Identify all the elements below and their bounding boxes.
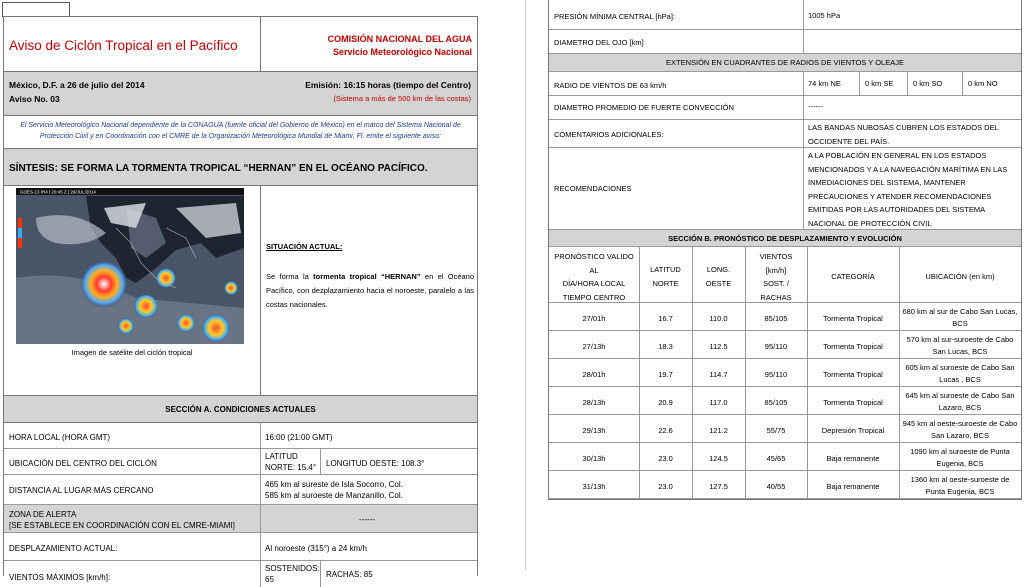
intro-line: Protección Civil y en Coordinación con el CMRE de la Organización Meteorológica Mundial de Miami, Fl. emite el siguiente aviso: bbox=[39, 133, 442, 140]
row-recommendations bbox=[549, 148, 1021, 230]
forecast-row bbox=[549, 415, 1021, 443]
header-winds bbox=[745, 250, 807, 304]
location-line: 1360 km al oeste-suroeste de bbox=[910, 475, 1010, 484]
recommendation-line: EMITIDAS POR LAS AUTORIDADES DEL SISTEMA bbox=[808, 205, 986, 214]
forecast-cell-winds: 85/105 bbox=[764, 398, 788, 407]
storm-name: tormenta tropical “HERNAN” bbox=[313, 272, 421, 281]
satellite-caption: Imagen de satélite del ciclón tropical bbox=[71, 348, 193, 357]
location-line: 570 km al sur-suroeste de Cabo bbox=[906, 335, 1014, 344]
forecast-row bbox=[549, 359, 1021, 387]
latitude-cell bbox=[265, 451, 316, 473]
row-min-pressure bbox=[549, 0, 1021, 30]
intro-text bbox=[4, 116, 477, 149]
location-line: BCS bbox=[952, 319, 968, 328]
location-line: Lucas , BCS bbox=[939, 375, 981, 384]
advisory-number: Aviso No. 03 bbox=[9, 94, 60, 104]
convection-value: ------ bbox=[808, 102, 823, 111]
movement-value: Al noroeste (315°) a 24 km/h bbox=[265, 544, 367, 553]
recommendation-line: NACIONAL DE PROTECCIÓN CIVIL bbox=[808, 218, 932, 228]
forecast-cell-winds: 85/105 bbox=[764, 314, 788, 323]
sustained-label: SOSTENIDOS: bbox=[265, 564, 320, 573]
page-2 bbox=[548, 0, 1022, 500]
recommendations-value bbox=[808, 149, 1007, 230]
min-pressure-label: PRESIÓN MÍNIMA CENTRAL [hPa]: bbox=[554, 12, 675, 21]
forecast-cell-winds: 95/110 bbox=[764, 370, 788, 379]
header-line: NORTE bbox=[652, 278, 679, 288]
quadrant-so: 0 km SO bbox=[913, 79, 943, 88]
forecast-cell-time: 27/13h bbox=[582, 342, 606, 351]
organization bbox=[328, 33, 472, 59]
sustained-cell bbox=[265, 563, 320, 585]
quadrant-no: 0 km NO bbox=[968, 79, 998, 88]
recommendation-line: A LA POBLACIÓN EN GENERAL EN LOS ESTADOS bbox=[808, 151, 987, 160]
synthesis: SÍNTESIS: SE FORMA LA TORMENTA TROPICAL “HERNAN” EN EL OCÉANO PACÍFICO. bbox=[4, 149, 477, 186]
row-distance bbox=[4, 475, 477, 505]
page-gap-divider bbox=[525, 0, 526, 570]
header-line: PRONÓSTICO VALIDO bbox=[554, 252, 634, 261]
header-line: RACHAS bbox=[760, 292, 792, 302]
location-line: 645 km al suroeste de Cabo San bbox=[905, 391, 1015, 400]
alert-value: ------ bbox=[359, 515, 375, 524]
header-line: SOST. / bbox=[763, 279, 789, 288]
row-max-winds bbox=[4, 561, 477, 587]
forecast-cell-winds: 40/55 bbox=[766, 482, 786, 491]
row-wind-radius bbox=[549, 72, 1021, 96]
recommendation-line: PRECAUCIONES Y ATENDER RECOMENDACIONES bbox=[808, 191, 992, 201]
page-1 bbox=[3, 16, 478, 584]
row-eye-diameter bbox=[549, 30, 1021, 54]
intro-line: El Servicio Meteorológico Nacional dependiente de la CONAGUA (fuente oficial del Gobierno de México) en el marco del Sistema Nacional de bbox=[20, 122, 461, 129]
location-line: 1090 km al suroeste de Punta bbox=[910, 447, 1010, 456]
forecast-cell-cat: Tormenta Tropical bbox=[823, 314, 883, 323]
min-pressure-value: 1005 hPa bbox=[808, 11, 841, 20]
extension-header: EXTENSIÓN EN CUADRANTES DE RADIOS DE VIENTOS Y OLEAJE bbox=[549, 54, 1021, 72]
sustained-value: 65 bbox=[265, 575, 274, 584]
winds-label: VIENTOS MÁXIMOS [km/h]: bbox=[9, 573, 111, 582]
satellite-banner-text: GOES-13 IR4 | 20:45 Z | 26/JUL/2014 bbox=[20, 189, 96, 195]
row-center-location bbox=[4, 449, 477, 475]
forecast-cell-lat: 18.3 bbox=[658, 342, 673, 351]
forecast-row bbox=[549, 387, 1021, 415]
section-a-header: SECCIÓN A. CONDICIONES ACTUALES bbox=[4, 396, 477, 423]
distance-values bbox=[265, 479, 403, 501]
header-lat bbox=[639, 263, 692, 290]
situation-text bbox=[266, 270, 474, 312]
forecast-cell-location bbox=[899, 334, 1021, 358]
forecast-cell-lat: 20.9 bbox=[658, 398, 673, 407]
forecast-row bbox=[549, 331, 1021, 359]
forecast-cell-lon: 112.5 bbox=[709, 342, 728, 351]
forecast-cell-winds: 45/65 bbox=[766, 454, 786, 463]
recommendation-line: INMEDIACIONES DEL SISTEMA, MANTENER bbox=[808, 178, 966, 187]
forecast-cell-lon: 117.0 bbox=[709, 398, 728, 407]
header-line: AL bbox=[589, 265, 599, 275]
alert-label bbox=[9, 509, 235, 531]
center-label: UBICACIÓN DEL CENTRO DEL CICLÓN bbox=[9, 459, 157, 468]
document-tab[interactable] bbox=[2, 2, 70, 17]
forecast-row bbox=[549, 303, 1021, 331]
header-line: LATITUD bbox=[650, 265, 681, 274]
comments-line: OCCIDENTE DEL PAÍS. bbox=[808, 136, 890, 146]
header-line: VIENTOS bbox=[759, 252, 793, 261]
forecast-cell-lon: 121.2 bbox=[709, 426, 728, 435]
forecast-cell-lat: 19.7 bbox=[658, 370, 673, 379]
header-location: UBICACIÓN (en km) bbox=[925, 272, 995, 281]
comments-line: LAS BANDAS NUBOSAS CUBREN LOS ESTADOS DEL bbox=[808, 123, 999, 132]
distance-value: 585 km al suroeste de Manzanillo, Col. bbox=[265, 491, 403, 500]
forecast-cell-location bbox=[899, 418, 1021, 442]
forecast-cell-lon: 114.7 bbox=[709, 370, 728, 379]
forecast-row bbox=[549, 471, 1021, 499]
satellite-section bbox=[4, 186, 477, 396]
org-service: Servicio Meteorológico Nacional bbox=[332, 47, 472, 57]
forecast-cell-winds: 95/110 bbox=[764, 342, 788, 351]
situation-title: SITUACIÓN ACTUAL: bbox=[266, 242, 343, 251]
eye-label: DIAMETRO DEL OJO [km] bbox=[554, 38, 644, 47]
row-local-time bbox=[4, 423, 477, 449]
forecast-cell-lon: 110.0 bbox=[709, 314, 728, 323]
header-lon bbox=[692, 263, 745, 290]
header-line: DÍA/HORA LOCAL bbox=[562, 279, 626, 288]
satellite-image bbox=[16, 188, 244, 344]
row-movement bbox=[4, 533, 477, 561]
location-line: 680 km al sur de Cabo San Lucas, bbox=[902, 307, 1018, 316]
advisory-title: Aviso de Ciclón Tropical en el Pacífico bbox=[9, 38, 238, 53]
forecast-cell-lon: 127.5 bbox=[709, 482, 728, 491]
location-line: 945 km al oeste-suroeste de Cabo bbox=[902, 419, 1018, 428]
forecast-cell-time: 27/01h bbox=[582, 314, 606, 323]
advisory-header bbox=[4, 17, 477, 72]
forecast-cell-winds: 55/75 bbox=[766, 426, 786, 435]
recommendations-label: RECOMENDACIONES bbox=[554, 184, 632, 193]
forecast-cell-cat: Depresión Tropical bbox=[821, 426, 885, 435]
advisory-meta bbox=[4, 72, 477, 116]
row-alert-zone bbox=[4, 505, 477, 533]
forecast-cell-location bbox=[899, 446, 1021, 470]
forecast-cell-lat: 23.0 bbox=[658, 482, 673, 491]
header-line: LONG. bbox=[706, 265, 731, 274]
forecast-cell-cat: Tormenta Tropical bbox=[823, 398, 883, 407]
forecast-cell-cat: Tormenta Tropical bbox=[823, 370, 883, 379]
recommendation-line: MENCIONADOS Y A LA NAVEGACIÓN MARÍTIMA EN LAS bbox=[808, 164, 1008, 174]
movement-label: DESPLAZAMIENTO ACTUAL: bbox=[9, 544, 118, 553]
section-b-header: SECCIÓN B. PRONÓSTICO DE DESPLAZAMIENTO Y EVOLUCIÓN bbox=[549, 230, 1021, 247]
forecast-cell-time: 30/13h bbox=[582, 454, 606, 463]
forecast-cell-location bbox=[899, 362, 1021, 386]
forecast-cell-lat: 16.7 bbox=[658, 314, 673, 323]
location-line: San Lucas, BCS bbox=[932, 347, 988, 356]
wind-radius-label: RADIO DE VIENTOS DE 63 km/h bbox=[554, 81, 667, 90]
distance-value: 465 km al sureste de Isla Socorro, Col. bbox=[265, 480, 403, 489]
emission-time: Emisión: 16:15 horas (tiempo del Centro) bbox=[305, 80, 471, 90]
forecast-cell-cat: Baja remanente bbox=[826, 482, 880, 491]
latitude-label: LATITUD bbox=[265, 452, 298, 461]
comments-label: COMENTARIOS ADICIONALES: bbox=[554, 130, 664, 139]
issue-date: México, D.F. a 26 de julio del 2014 bbox=[9, 80, 145, 90]
quadrant-se: 0 km SE bbox=[865, 79, 894, 88]
header-category: CATEGORÍA bbox=[831, 272, 875, 281]
forecast-cell-cat: Baja remanente bbox=[826, 454, 880, 463]
alert-label-line: ZONA DE ALERTA bbox=[9, 510, 77, 519]
header-line: OESTE bbox=[705, 278, 732, 288]
header-line: TIEMPO CENTRO bbox=[562, 292, 626, 302]
forecast-cell-lat: 23.0 bbox=[658, 454, 673, 463]
forecast-cell-time: 28/01h bbox=[582, 370, 606, 379]
forecast-cell-location bbox=[899, 474, 1021, 498]
situation-pre: Se forma la bbox=[266, 272, 314, 281]
forecast-header bbox=[549, 247, 1021, 303]
row-comments bbox=[549, 120, 1021, 148]
row-convection bbox=[549, 96, 1021, 120]
comments-value bbox=[808, 121, 999, 148]
convection-label: DIAMETRO PROMEDIO DE FUERTE CONVECCIÓN bbox=[554, 103, 734, 112]
location-line: Punta Eugenia, BCS bbox=[925, 487, 995, 496]
forecast-row bbox=[549, 443, 1021, 471]
gusts-value: RACHAS: 85 bbox=[326, 570, 373, 579]
forecast-cell-lon: 124.5 bbox=[709, 454, 728, 463]
org-name: COMISIÓN NACIONAL DEL AGUA bbox=[327, 34, 472, 44]
emission-note: (Sistema a más de 500 km de las costas) bbox=[333, 94, 471, 103]
header-valid bbox=[549, 250, 639, 304]
situation-post: en el Océano Pacífico, con dezplazamiento hacia el noroeste, paralelo a las costas nacionales. bbox=[266, 272, 474, 309]
forecast-cell-time: 31/13h bbox=[582, 482, 606, 491]
forecast-cell-time: 29/13h bbox=[582, 426, 606, 435]
local-time-value: 16:00 (21:00 GMT) bbox=[265, 433, 333, 442]
local-time-label: HORA LOCAL (HORA GMT) bbox=[9, 433, 111, 442]
forecast-cell-location bbox=[899, 306, 1021, 330]
location-line: 605 km al suroeste de Cabo San bbox=[905, 363, 1015, 372]
alert-label-line: [SE ESTABLECE EN COORDINACIÓN CON EL CMRE-MIAMI] bbox=[9, 521, 235, 530]
location-line: Eugenia, BCS bbox=[936, 459, 984, 468]
location-line: San Lazaro, BCS bbox=[931, 431, 989, 440]
header-line: [km/h] bbox=[765, 265, 787, 275]
latitude-value: NORTE: 15.4° bbox=[265, 463, 317, 472]
forecast-cell-cat: Tormenta Tropical bbox=[823, 342, 883, 351]
forecast-cell-time: 28/13h bbox=[582, 398, 606, 407]
distance-label: DISTANCIA AL LUGAR MÁS CERCANO bbox=[9, 486, 154, 495]
longitude-value: LONGITUD OESTE: 108.3° bbox=[326, 459, 425, 468]
location-line: Lazaro, BCS bbox=[938, 403, 982, 412]
quadrant-ne: 74 km NE bbox=[808, 79, 841, 88]
forecast-cell-lat: 22.6 bbox=[658, 426, 673, 435]
forecast-cell-location bbox=[899, 390, 1021, 414]
